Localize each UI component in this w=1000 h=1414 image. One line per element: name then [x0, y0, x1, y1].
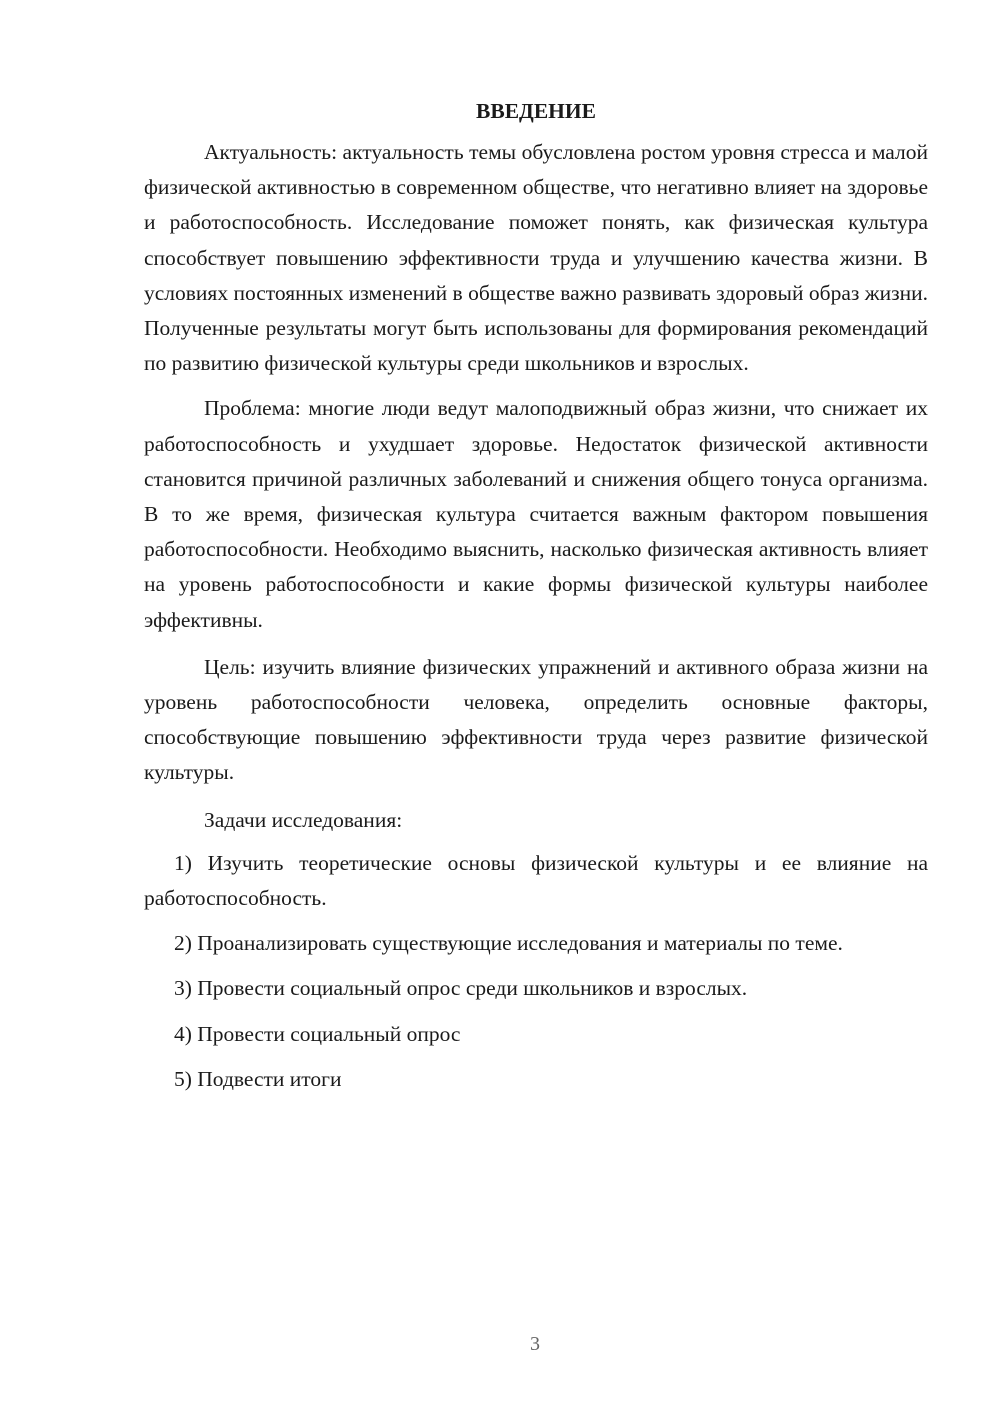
task-item: 3) Провести социальный опрос среди школьников и взрослых. [174, 976, 748, 1001]
paragraph-relevance: Актуальность: актуальность темы обусловлена ростом уровня стресса и малой физической активностью в современном обществе, что негативно влияет на здоровье и работоспособность. Исследование поможет понять, как физическая культура способствует повышению эффективности труда и улучшению качества жизни. В условиях постоянных изменений в обществе важно развивать здоровый образ жизни. Полученные результаты могут быть использованы для формирования рекомендаций по развитию физической культуры среди школьников и взрослых. [144, 140, 928, 376]
document-body [144, 95, 928, 1107]
task-item: 4) Провести социальный опрос [174, 1021, 461, 1046]
paragraph-goal: Цель: изучить влияние физических упражнений и активного образа жизни на уровень работоспособности человека, определить основные факторы, способствующие повышению эффективности труда через развитие физической культуры. [144, 654, 928, 785]
task-item: 1) Изучить теоретические основы физической культуры и ее влияние на работоспособность. [144, 850, 928, 911]
page-number: 3 [530, 1333, 540, 1355]
document-title: ВВЕДЕНИЕ [476, 99, 596, 123]
tasks-heading: Задачи исследования: [204, 807, 403, 832]
paragraph-problem: Проблема: многие люди ведут малоподвижный образ жизни, что снижает их работоспособность и ухудшает здоровье. Недостаток физической активности становится причиной различных заболеваний и снижения общего тонуса организма. В то же время, физическая культура считается важным фактором повышения работоспособности. Необходимо выяснить, насколько физическая активность влияет на уровень работоспособности и какие формы физической культуры наиболее эффективны. [144, 396, 928, 632]
task-item: 2) Проанализировать существующие исследования и материалы по теме. [174, 931, 843, 956]
task-item: 5) Подвести итоги [174, 1066, 342, 1091]
